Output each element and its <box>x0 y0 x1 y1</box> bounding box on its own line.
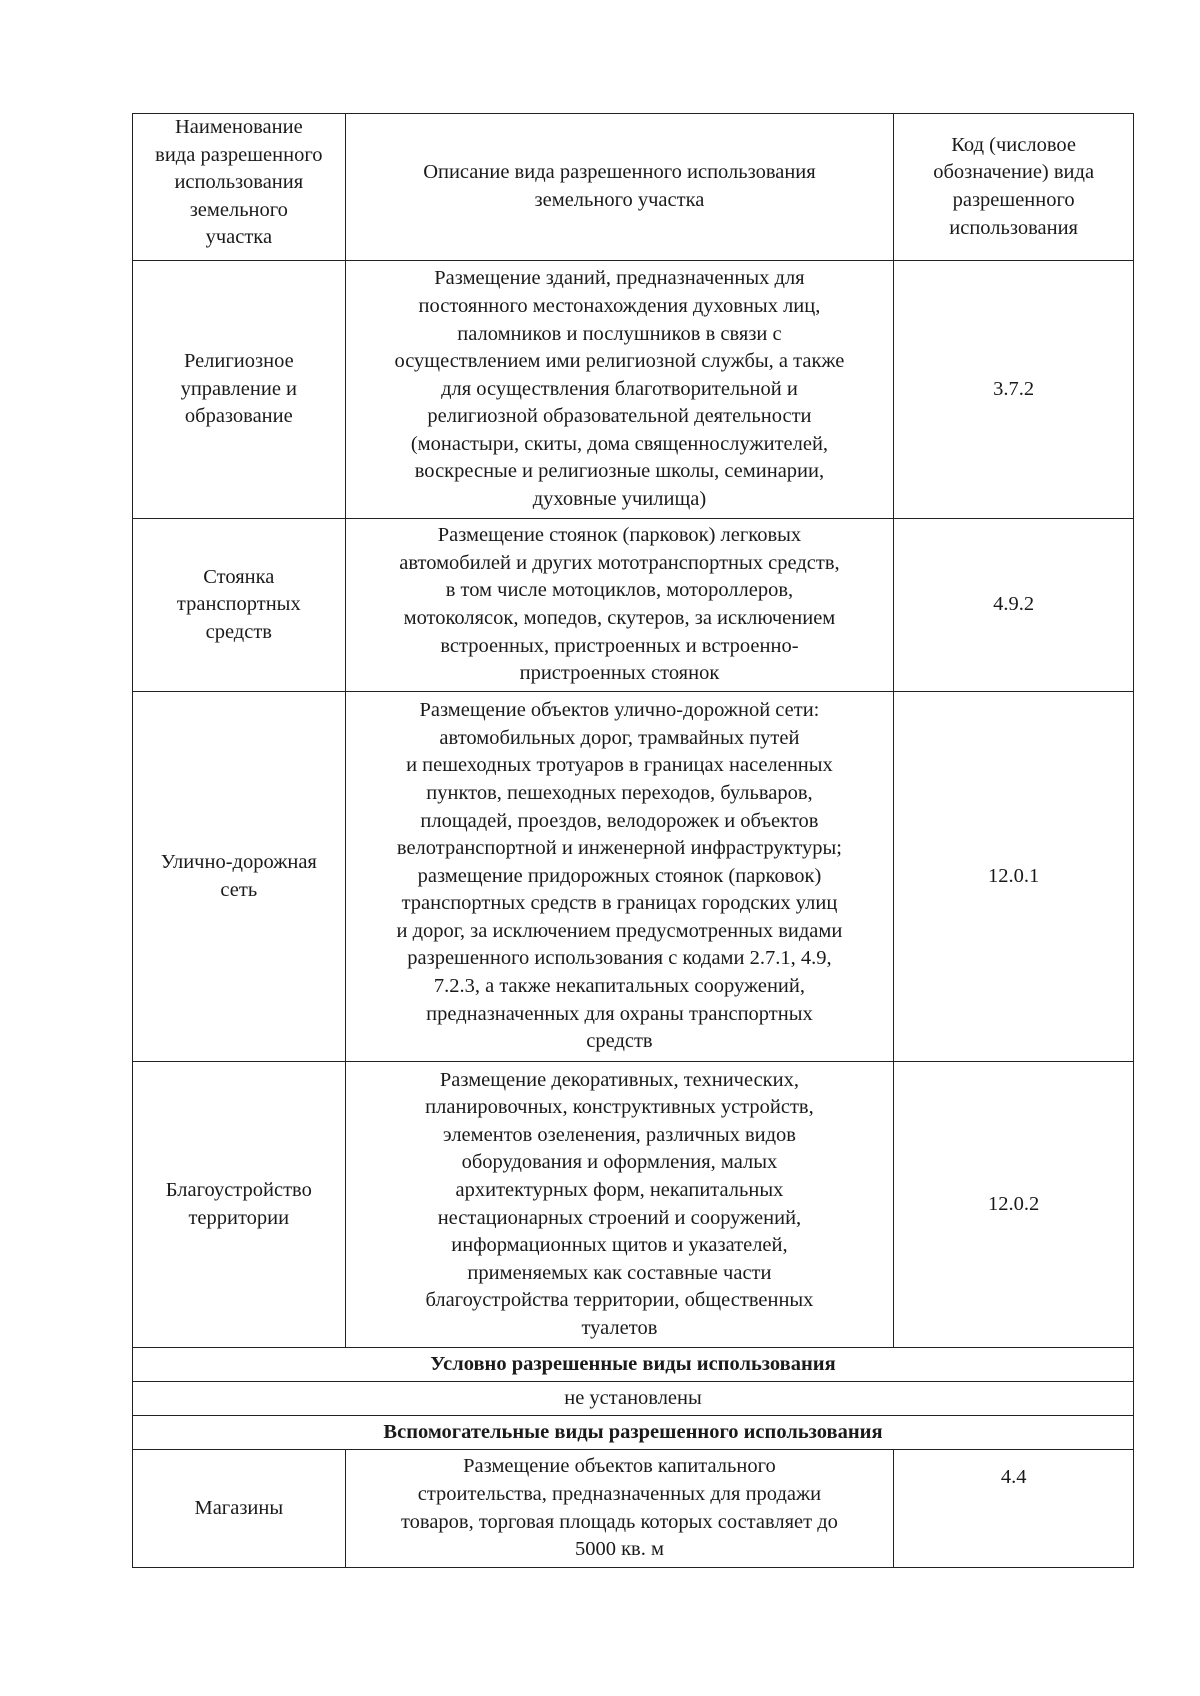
row-name: Стоянка транспортных средств <box>133 519 346 692</box>
conditional-value: не установлены <box>133 1382 1134 1416</box>
land-use-table <box>132 113 1134 1568</box>
row-description: Размещение стоянок (парковок) легковых автомобилей и других мототранспортных средств, в том числе мотоциклов, мотороллеров, мотоколясок, мопедов, скутеров, за исключением встроенных, пристроенных и встроенно- пристроенных стоянок <box>345 519 894 692</box>
header-name: Наименование вида разрешенного использования земельного участка <box>133 114 346 261</box>
table-row <box>133 1062 1134 1348</box>
header-code: Код (числовое обозначение) вида разрешенного использования <box>894 114 1134 261</box>
row-name: Магазины <box>133 1450 346 1568</box>
section-value-row <box>133 1382 1134 1416</box>
row-description: Размещение объектов улично-дорожной сети: автомобильных дорог, трамвайных путей и пешеходных тротуаров в границах населенных пунктов, пешеходных переходов, бульваров, площадей, проездов, велодорожек и объектов велотранспортной и инженерной инфраструктуры; размещение придорожных стоянок (парковок) транспортных средств в границах городских улиц и дорог, за исключением предусмотренных видами разрешенного использования с кодами 2.7.1, 4.9, 7.2.3, а также некапитальных сооружений, предназначенных для охраны транспортных средств <box>345 692 894 1062</box>
row-code: 4.9.2 <box>894 519 1134 692</box>
table-row <box>133 519 1134 692</box>
header-description: Описание вида разрешенного использования земельного участка <box>345 114 894 261</box>
row-description: Размещение объектов капитального строительства, предназначенных для продажи товаров, торговая площадь которых составляет до 5000 кв. м <box>345 1450 894 1568</box>
table-header-row <box>133 114 1134 261</box>
auxiliary-heading: Вспомогательные виды разрешенного использования <box>133 1416 1134 1450</box>
row-code: 12.0.1 <box>894 692 1134 1062</box>
table-row <box>133 1450 1134 1568</box>
table-row <box>133 261 1134 519</box>
row-name: Улично-дорожная сеть <box>133 692 346 1062</box>
section-heading-row <box>133 1416 1134 1450</box>
table-row <box>133 692 1134 1062</box>
row-code: 4.4 <box>894 1450 1134 1568</box>
row-name: Благоустройство территории <box>133 1062 346 1348</box>
conditional-heading: Условно разрешенные виды использования <box>133 1348 1134 1382</box>
row-code: 3.7.2 <box>894 261 1134 519</box>
row-code: 12.0.2 <box>894 1062 1134 1348</box>
row-description: Размещение зданий, предназначенных для постоянного местонахождения духовных лиц, паломников и послушников в связи с осуществлением ими религиозной службы, а также для осуществления благотворительной и религиозной образовательной деятельности (монастыри, скиты, дома священнослужителей, воскресные и религиозные школы, семинарии, духовные училища) <box>345 261 894 519</box>
row-name: Религиозное управление и образование <box>133 261 346 519</box>
row-description: Размещение декоративных, технических, планировочных, конструктивных устройств, элементов озеленения, различных видов оборудования и оформления, малых архитектурных форм, некапитальных нестационарных строений и сооружений, информационных щитов и указателей, применяемых как составные части благоустройства территории, общественных туалетов <box>345 1062 894 1348</box>
section-heading-row <box>133 1348 1134 1382</box>
